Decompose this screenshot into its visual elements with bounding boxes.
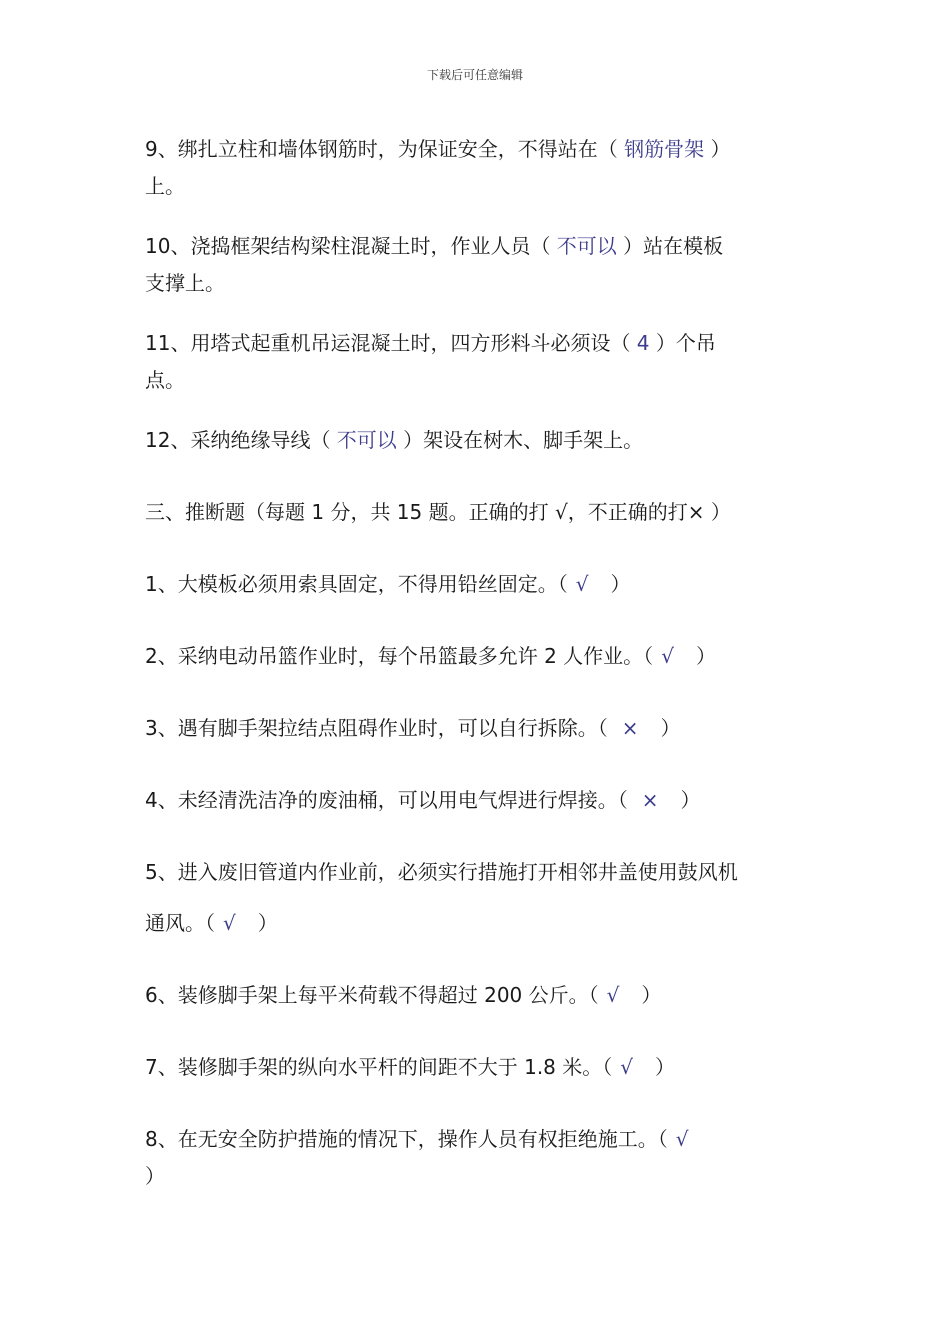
answer: 不可以	[330, 428, 404, 452]
judge-question-1: 1、大模板必须用索具固定，不得用铅丝固定。（ √ ）	[145, 572, 631, 596]
answer: 钢筋骨架	[617, 137, 711, 161]
answer-mark: ×	[621, 716, 639, 740]
answer-mark: √	[223, 911, 236, 935]
answer-mark: ×	[641, 788, 659, 812]
question-9: 9、绑扎立柱和墙体钢筋时，为保证安全，不得站在（ 钢筋骨架 ）	[145, 137, 731, 161]
answer: 4	[630, 331, 656, 355]
question-12: 12、采纳绝缘导线（ 不可以 ）架设在树木、脚手架上。	[145, 428, 644, 452]
judge-question-2: 2、采纳电动吊篮作业时，每个吊篮最多允许 2 人作业。（ √ ）	[145, 644, 716, 668]
answer: 不可以	[550, 234, 624, 258]
answer-mark: √	[606, 983, 620, 1007]
judge-question-4: 4、未经清洗洁净的废油桶，可以用电气焊进行焊接。（ × ）	[145, 788, 701, 812]
question-11: 11、用塔式起重机吊运混凝土时，四方形料斗必须设（ 4 ）个吊	[145, 331, 716, 355]
page-header: 下载后可任意编辑	[426, 68, 523, 82]
question-11-continuation: 点。	[145, 368, 185, 392]
question-10-continuation: 支撑上。	[145, 271, 225, 295]
question-9-continuation: 上。	[145, 174, 185, 198]
judge-question-3: 3、遇有脚手架拉结点阻碍作业时，可以自行拆除。（ × ）	[145, 716, 681, 740]
judge-question-6: 6、装修脚手架上每平米荷载不得超过 200 公斤。（ √ ）	[145, 983, 662, 1007]
answer-mark: √	[620, 1055, 634, 1079]
answer-mark: √	[661, 644, 674, 668]
judge-question-7: 7、装修脚手架的纵向水平杆的间距不大于 1.8 米。（ √ ）	[145, 1055, 676, 1079]
judge-question-8-continuation: ）	[145, 1164, 165, 1188]
section-title: 三、推断题（每题 1 分，共 15 题。正确的打 √，不正确的打× ）	[145, 500, 731, 524]
judge-question-8: 8、在无安全防护措施的情况下，操作人员有权拒绝施工。（ √	[145, 1127, 689, 1151]
judge-question-5-continuation: 通风。（ √ ）	[145, 911, 278, 935]
judge-question-5: 5、进入废旧管道内作业前，必须实行措施打开相邻井盖使用鼓风机	[145, 860, 738, 884]
answer-mark: √	[675, 1127, 689, 1151]
question-10: 10、浇捣框架结构梁柱混凝土时，作业人员（ 不可以 ）站在模板	[145, 234, 724, 258]
answer-mark: √	[575, 572, 589, 596]
